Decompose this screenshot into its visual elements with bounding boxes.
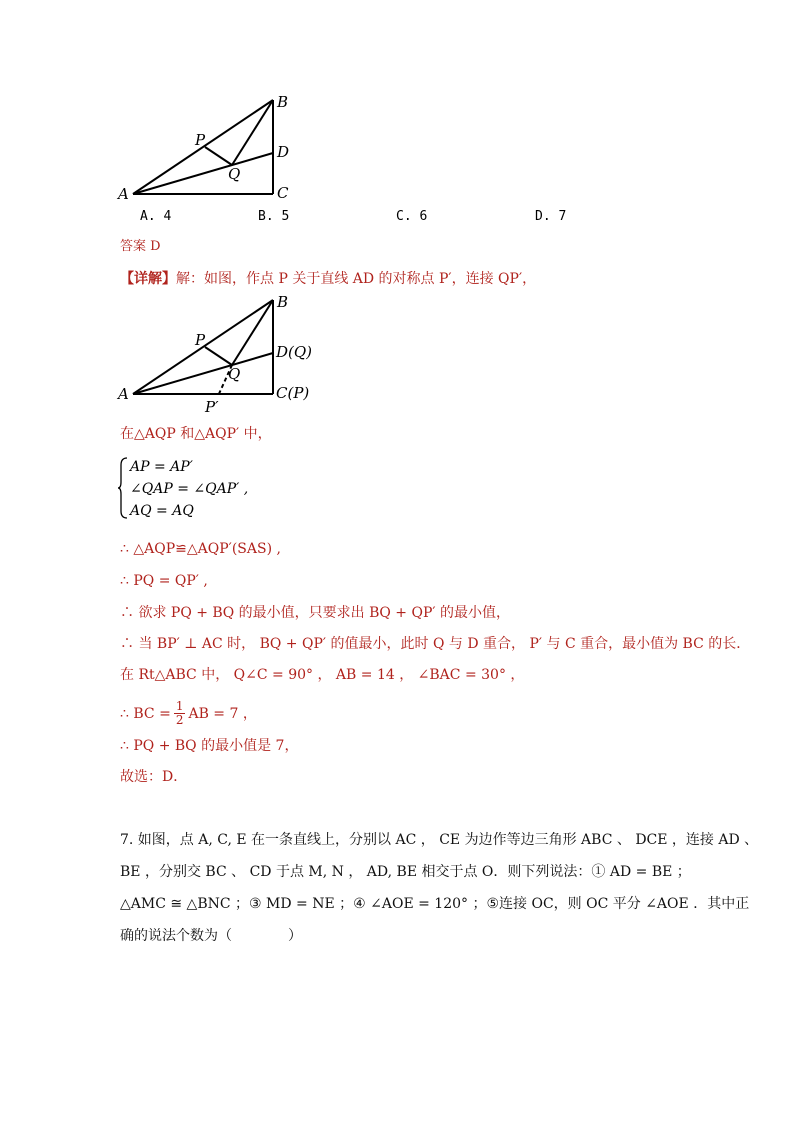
label-P: P — [195, 331, 206, 349]
label-B: B — [277, 93, 289, 111]
question7-line-2: BE ，分别交 BC 、 CD 于点 M, N ， AD, BE 相交于点 O．则下列说法：① AD = BE ； — [120, 864, 691, 880]
solution-line-4: ∴ 欲求 PQ + BQ 的最小值，只要求出 BQ + QP′ 的最小值， — [120, 605, 511, 621]
option-a: A. 4 — [140, 209, 172, 224]
segment-PQ — [205, 147, 232, 165]
question7-line-3: △AMC ≅ △BNC ；③ MD = NE ；④ ∠AOE = 120° ；⑤连接 OC，则 OC 平分 ∠AOE ．其中正 — [120, 896, 750, 912]
detail-tag: 【详解】 — [120, 271, 176, 287]
label-A: A — [118, 185, 129, 203]
system-eq-2: ∠QAP = ∠QAP′ , — [130, 481, 249, 497]
segment-AD — [133, 353, 273, 394]
figure-1 — [115, 90, 315, 210]
label-C: C(P) — [276, 384, 310, 402]
option-d: D. 7 — [535, 209, 567, 224]
label-P: P — [195, 131, 206, 149]
label-D: D — [277, 143, 290, 161]
option-c: C. 6 — [396, 209, 428, 224]
label-D: D(Q) — [276, 343, 313, 361]
system-brace — [118, 457, 128, 519]
option-b: B. 5 — [258, 209, 290, 224]
label-Pprime: P′ — [205, 398, 219, 416]
solution-line-8: ∴ PQ + BQ 的最小值是 7， — [120, 738, 299, 754]
fraction-denominator: 2 — [175, 713, 184, 727]
solution-line-7 — [120, 700, 257, 727]
figure-1-svg — [115, 90, 315, 210]
label-B: B — [277, 293, 289, 311]
answer: 答案 D — [120, 239, 161, 254]
system-eq-3: AQ = AQ — [130, 503, 194, 519]
figure-2-svg — [115, 292, 325, 417]
line7-suffix: AB = 7 ， — [188, 705, 257, 722]
label-Q: Q — [228, 365, 241, 383]
solution-line-5: ∴ 当 BP′ ⊥ AC 时， BQ + QP′ 的值最小，此时 Q 与 D 重合， P′ 与 C 重合，最小值为 BC 的长． — [120, 636, 751, 652]
system-eq-1: AP = AP′ — [130, 459, 193, 475]
label-C: C — [277, 184, 289, 202]
solution-line-9: 故选：D． — [120, 769, 188, 785]
solution-line-1: 在△AQP 和△AQP′ 中， — [120, 426, 272, 442]
detail-text: 解：如图，作点 P 关于直线 AD 的对称点 P′，连接 QP′， — [176, 271, 537, 287]
line7-prefix: ∴ BC = — [120, 705, 171, 722]
label-A: A — [118, 385, 129, 403]
segment-AD — [133, 153, 273, 194]
solution-line-6: 在 Rt△ABC 中， Q∠C = 90° ， AB = 14 ， ∠BAC = 30° ， — [120, 667, 525, 683]
figure-2 — [115, 292, 325, 417]
solution-line-3: ∴ PQ = QP′ , — [120, 573, 208, 589]
label-Q: Q — [228, 165, 241, 183]
segment-PQ — [205, 347, 232, 365]
question7-line-4: 确的说法个数为（ ） — [120, 928, 302, 944]
detail-line — [120, 270, 536, 288]
solution-line-2: ∴ △AQP≌△AQP′(SAS) , — [120, 541, 281, 557]
fraction-one-half — [174, 700, 186, 727]
question7-line-1: 7. 如图，点 A, C, E 在一条直线上，分别以 AC ， CE 为边作等边三角形 ABC 、 DCE ，连接 AD 、 — [120, 832, 759, 848]
fraction-numerator: 1 — [175, 699, 184, 713]
